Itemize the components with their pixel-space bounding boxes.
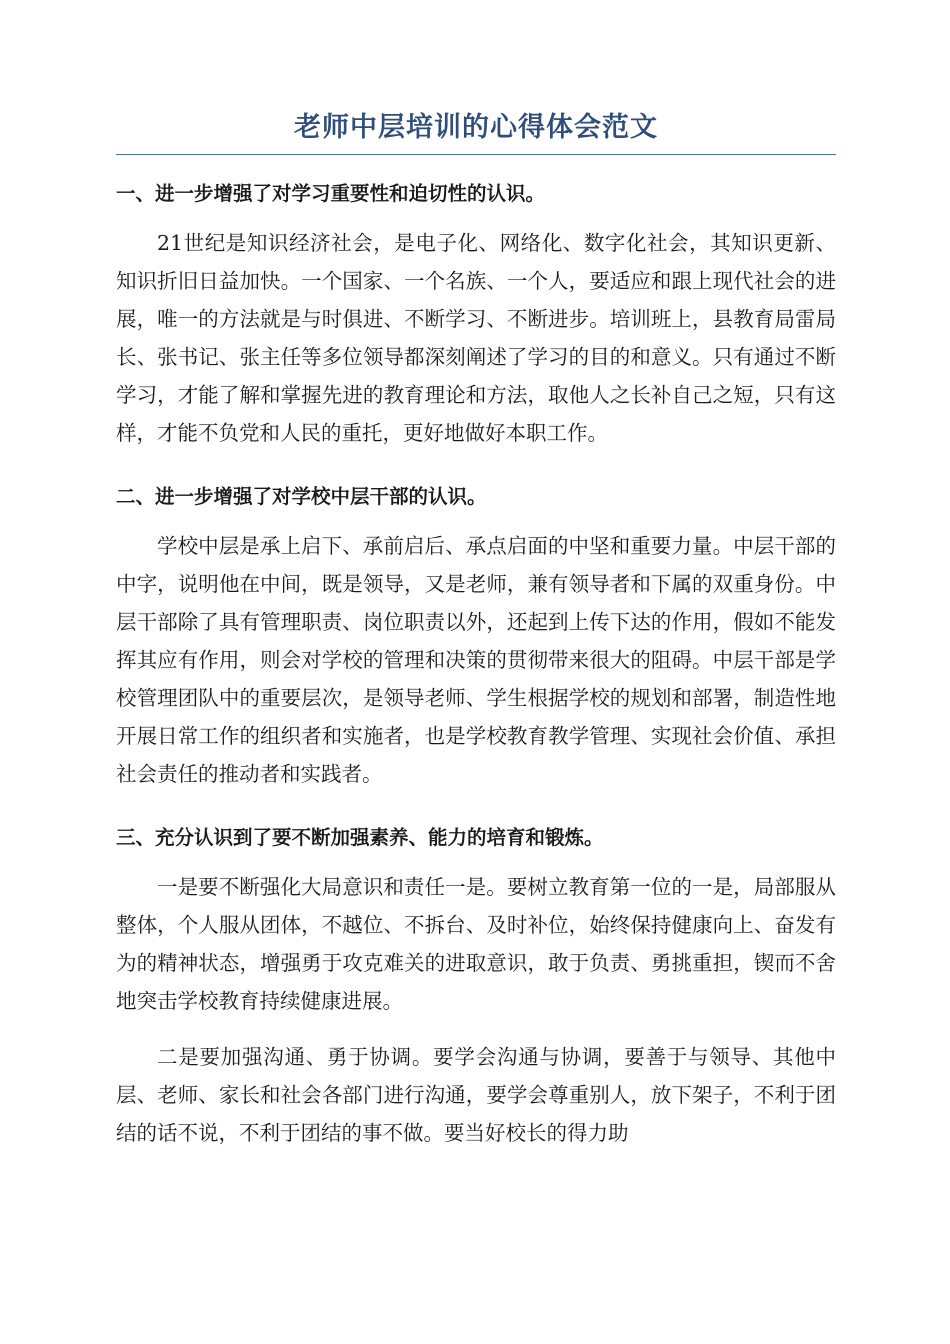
- section-1-paragraph-1: 21世纪是知识经济社会，是电子化、网络化、数字化社会，其知识更新、知识折旧日益加快。一个国家、一个名族、一个人，要适应和跟上现代社会的进展，唯一的方法就是与时俱进、不断学习、不断进步。培训班上，县教育局雷局长、张书记、张主任等多位领导都深刻阐述了学习的目的和意义。只有通过不断学习，才能了解和掌握先进的教育理论和方法，取他人之长补自己之短，只有这样，才能不负党和人民的重托，更好地做好本职工作。: [116, 231, 836, 445]
- document-title: 老师中层培训的心得体会范文: [116, 108, 836, 155]
- section-3-paragraph-1: 一是要不断强化大局意识和责任一是。要树立教育第一位的一是，局部服从整体，个人服从团体，不越位、不拆台、及时补位，始终保持健康向上、奋发有为的精神状态，增强勇于攻克难关的进取意识，敢于负责、勇挑重担，锲而不舍地突击学校教育持续健康进展。: [116, 875, 836, 1013]
- section-2-paragraph-1: 学校中层是承上启下、承前启后、承点启面的中坚和重要力量。中层干部的中字，说明他在中间，既是领导，又是老师，兼有领导者和下属的双重身份。中层干部除了具有管理职责、岗位职责以外，还起到上传下达的作用，假如不能发挥其应有作用，则会对学校的管理和决策的贯彻带来很大的阻碍。中层干部是学校管理团队中的重要层次，是领导老师、学生根据学校的规划和部署，制造性地开展日常工作的组织者和实施者，也是学校教育教学管理、实现社会价值、承担社会责任的推动者和实践者。: [116, 534, 836, 786]
- section-heading-2: 二、进一步增强了对学校中层干部的认识。: [116, 485, 487, 508]
- section-heading-1: 一、进一步增强了对学习重要性和迫切性的认识。: [116, 182, 546, 205]
- document-page: [116, 108, 836, 1152]
- section-3-paragraph-2: 二是要加强沟通、勇于协调。要学会沟通与协调，要善于与领导、其他中层、老师、家长和社会各部门进行沟通，要学会尊重别人，放下架子，不利于团结的话不说，不利于团结的事不做。要当好校长的得力助: [116, 1045, 836, 1145]
- section-heading-3: 三、充分认识到了要不断加强素养、能力的培育和锻炼。: [116, 826, 604, 849]
